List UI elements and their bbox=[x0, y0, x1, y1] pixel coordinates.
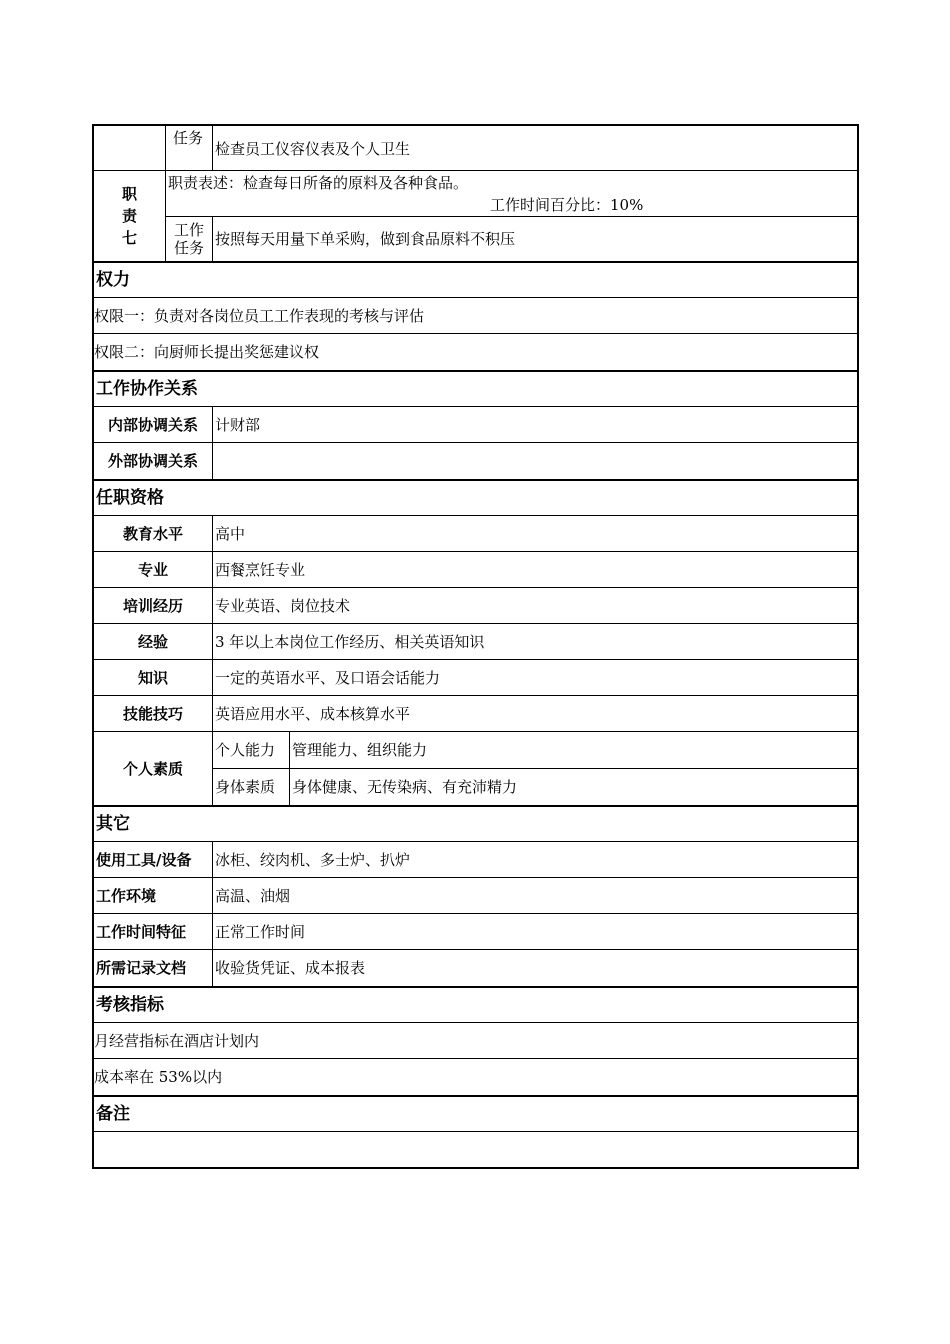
other-row bbox=[92, 949, 859, 986]
qualification-label: 教育水平 bbox=[122, 524, 183, 543]
duty7-label bbox=[94, 171, 165, 261]
duty7-task-text: 按照每天用量下单采购，做到食品原料不积压 bbox=[212, 216, 857, 261]
other-label: 工作环境 bbox=[96, 886, 157, 905]
kpi-item: 成本率在 53%以内 bbox=[94, 1068, 223, 1086]
qualification-row bbox=[92, 659, 859, 695]
qualification-value: 一定的英语水平、及口语会话能力 bbox=[212, 660, 857, 695]
kpi-item-row bbox=[92, 1058, 859, 1095]
duty7-desc: 职责表述：检查每日所备的原料及各种食品。 bbox=[168, 174, 469, 192]
power-item: 权限一：负责对各岗位员工工作表现的考核与评估 bbox=[94, 306, 425, 325]
notes-section-header bbox=[92, 1095, 859, 1131]
power-item-row bbox=[92, 297, 859, 333]
external-relation-value bbox=[212, 443, 857, 479]
qualification-label: 知识 bbox=[137, 668, 168, 687]
duty7-task-label-line: 任务 bbox=[173, 239, 204, 257]
duty7-label-char: 职 bbox=[121, 185, 137, 203]
relations-section-header bbox=[92, 370, 859, 406]
notes-value bbox=[94, 1132, 857, 1167]
other-label: 工作时间特征 bbox=[96, 922, 187, 941]
qualifications-title: 任职资格 bbox=[96, 488, 164, 508]
qualification-label: 培训经历 bbox=[122, 596, 183, 615]
duty-prev-task-row bbox=[92, 124, 859, 170]
kpi-item: 月经营指标在酒店计划内 bbox=[94, 1031, 260, 1050]
qualification-value: 英语应用水平、成本核算水平 bbox=[212, 696, 857, 731]
qualification-value: 3 年以上本岗位工作经历、相关英语知识 bbox=[212, 624, 857, 659]
other-row bbox=[92, 877, 859, 913]
duty7-block bbox=[92, 170, 859, 261]
qualification-value: 专业英语、岗位技术 bbox=[212, 588, 857, 623]
power-item: 权限二：向厨师长提出奖惩建议权 bbox=[94, 343, 320, 361]
relations-title: 工作协作关系 bbox=[96, 379, 198, 399]
qualification-label: 技能技巧 bbox=[122, 704, 183, 723]
duty7-task-label bbox=[165, 216, 212, 261]
external-relation-label: 外部协调关系 bbox=[107, 452, 198, 470]
internal-relation-value: 计财部 bbox=[212, 407, 857, 442]
personal-sub-label: 个人能力 bbox=[212, 732, 289, 768]
kpi-item-row bbox=[92, 1022, 859, 1058]
personal-sub-label: 身体素质 bbox=[212, 768, 289, 805]
qualification-row bbox=[92, 551, 859, 587]
personal-quality-label: 个人素质 bbox=[122, 759, 183, 778]
duty-prev-task-text: 检查员工仪容仪表及个人卫生 bbox=[212, 126, 857, 170]
other-title: 其它 bbox=[96, 814, 130, 834]
external-relation-row bbox=[92, 442, 859, 479]
qualification-row bbox=[92, 515, 859, 551]
duty-prev-label-cell bbox=[94, 126, 165, 170]
internal-relation-label: 内部协调关系 bbox=[107, 415, 198, 434]
other-label: 所需记录文档 bbox=[96, 959, 187, 977]
kpi-title: 考核指标 bbox=[96, 995, 164, 1015]
other-row bbox=[92, 841, 859, 877]
personal-quality-block bbox=[92, 731, 859, 805]
duty7-label-char: 七 bbox=[121, 229, 137, 247]
kpi-section-header bbox=[92, 986, 859, 1022]
other-row bbox=[92, 913, 859, 949]
notes-row bbox=[92, 1131, 859, 1169]
duty7-time-pct: 工作时间百分比：10% bbox=[490, 196, 644, 214]
personal-sub-value: 管理能力、组织能力 bbox=[289, 732, 857, 768]
qualifications-section-header bbox=[92, 479, 859, 515]
qualification-label: 经验 bbox=[137, 632, 168, 651]
other-value: 收验货凭证、成本报表 bbox=[212, 950, 857, 986]
personal-sub-value: 身体健康、无传染病、有充沛精力 bbox=[289, 768, 857, 805]
notes-title: 备注 bbox=[96, 1104, 130, 1124]
other-value: 高温、油烟 bbox=[212, 878, 857, 913]
other-value: 冰柜、绞肉机、多士炉、扒炉 bbox=[212, 842, 857, 877]
job-description-table bbox=[92, 124, 859, 1169]
other-section-header bbox=[92, 805, 859, 841]
qualification-label: 专业 bbox=[137, 560, 168, 579]
qualification-row bbox=[92, 623, 859, 659]
qualification-row bbox=[92, 695, 859, 731]
duty7-desc-cell bbox=[165, 171, 857, 216]
qualification-row bbox=[92, 587, 859, 623]
power-section-header bbox=[92, 261, 859, 297]
duty-prev-task-label: 任务 bbox=[165, 126, 212, 170]
power-title: 权力 bbox=[96, 270, 130, 290]
internal-relation-row bbox=[92, 406, 859, 442]
qualification-value: 高中 bbox=[212, 516, 857, 551]
duty7-label-char: 责 bbox=[121, 207, 137, 225]
other-label: 使用工具/设备 bbox=[96, 850, 192, 869]
power-item-row bbox=[92, 333, 859, 370]
other-value: 正常工作时间 bbox=[212, 914, 857, 949]
qualification-value: 西餐烹饪专业 bbox=[212, 552, 857, 587]
duty7-task-label-line: 工作 bbox=[173, 221, 204, 239]
